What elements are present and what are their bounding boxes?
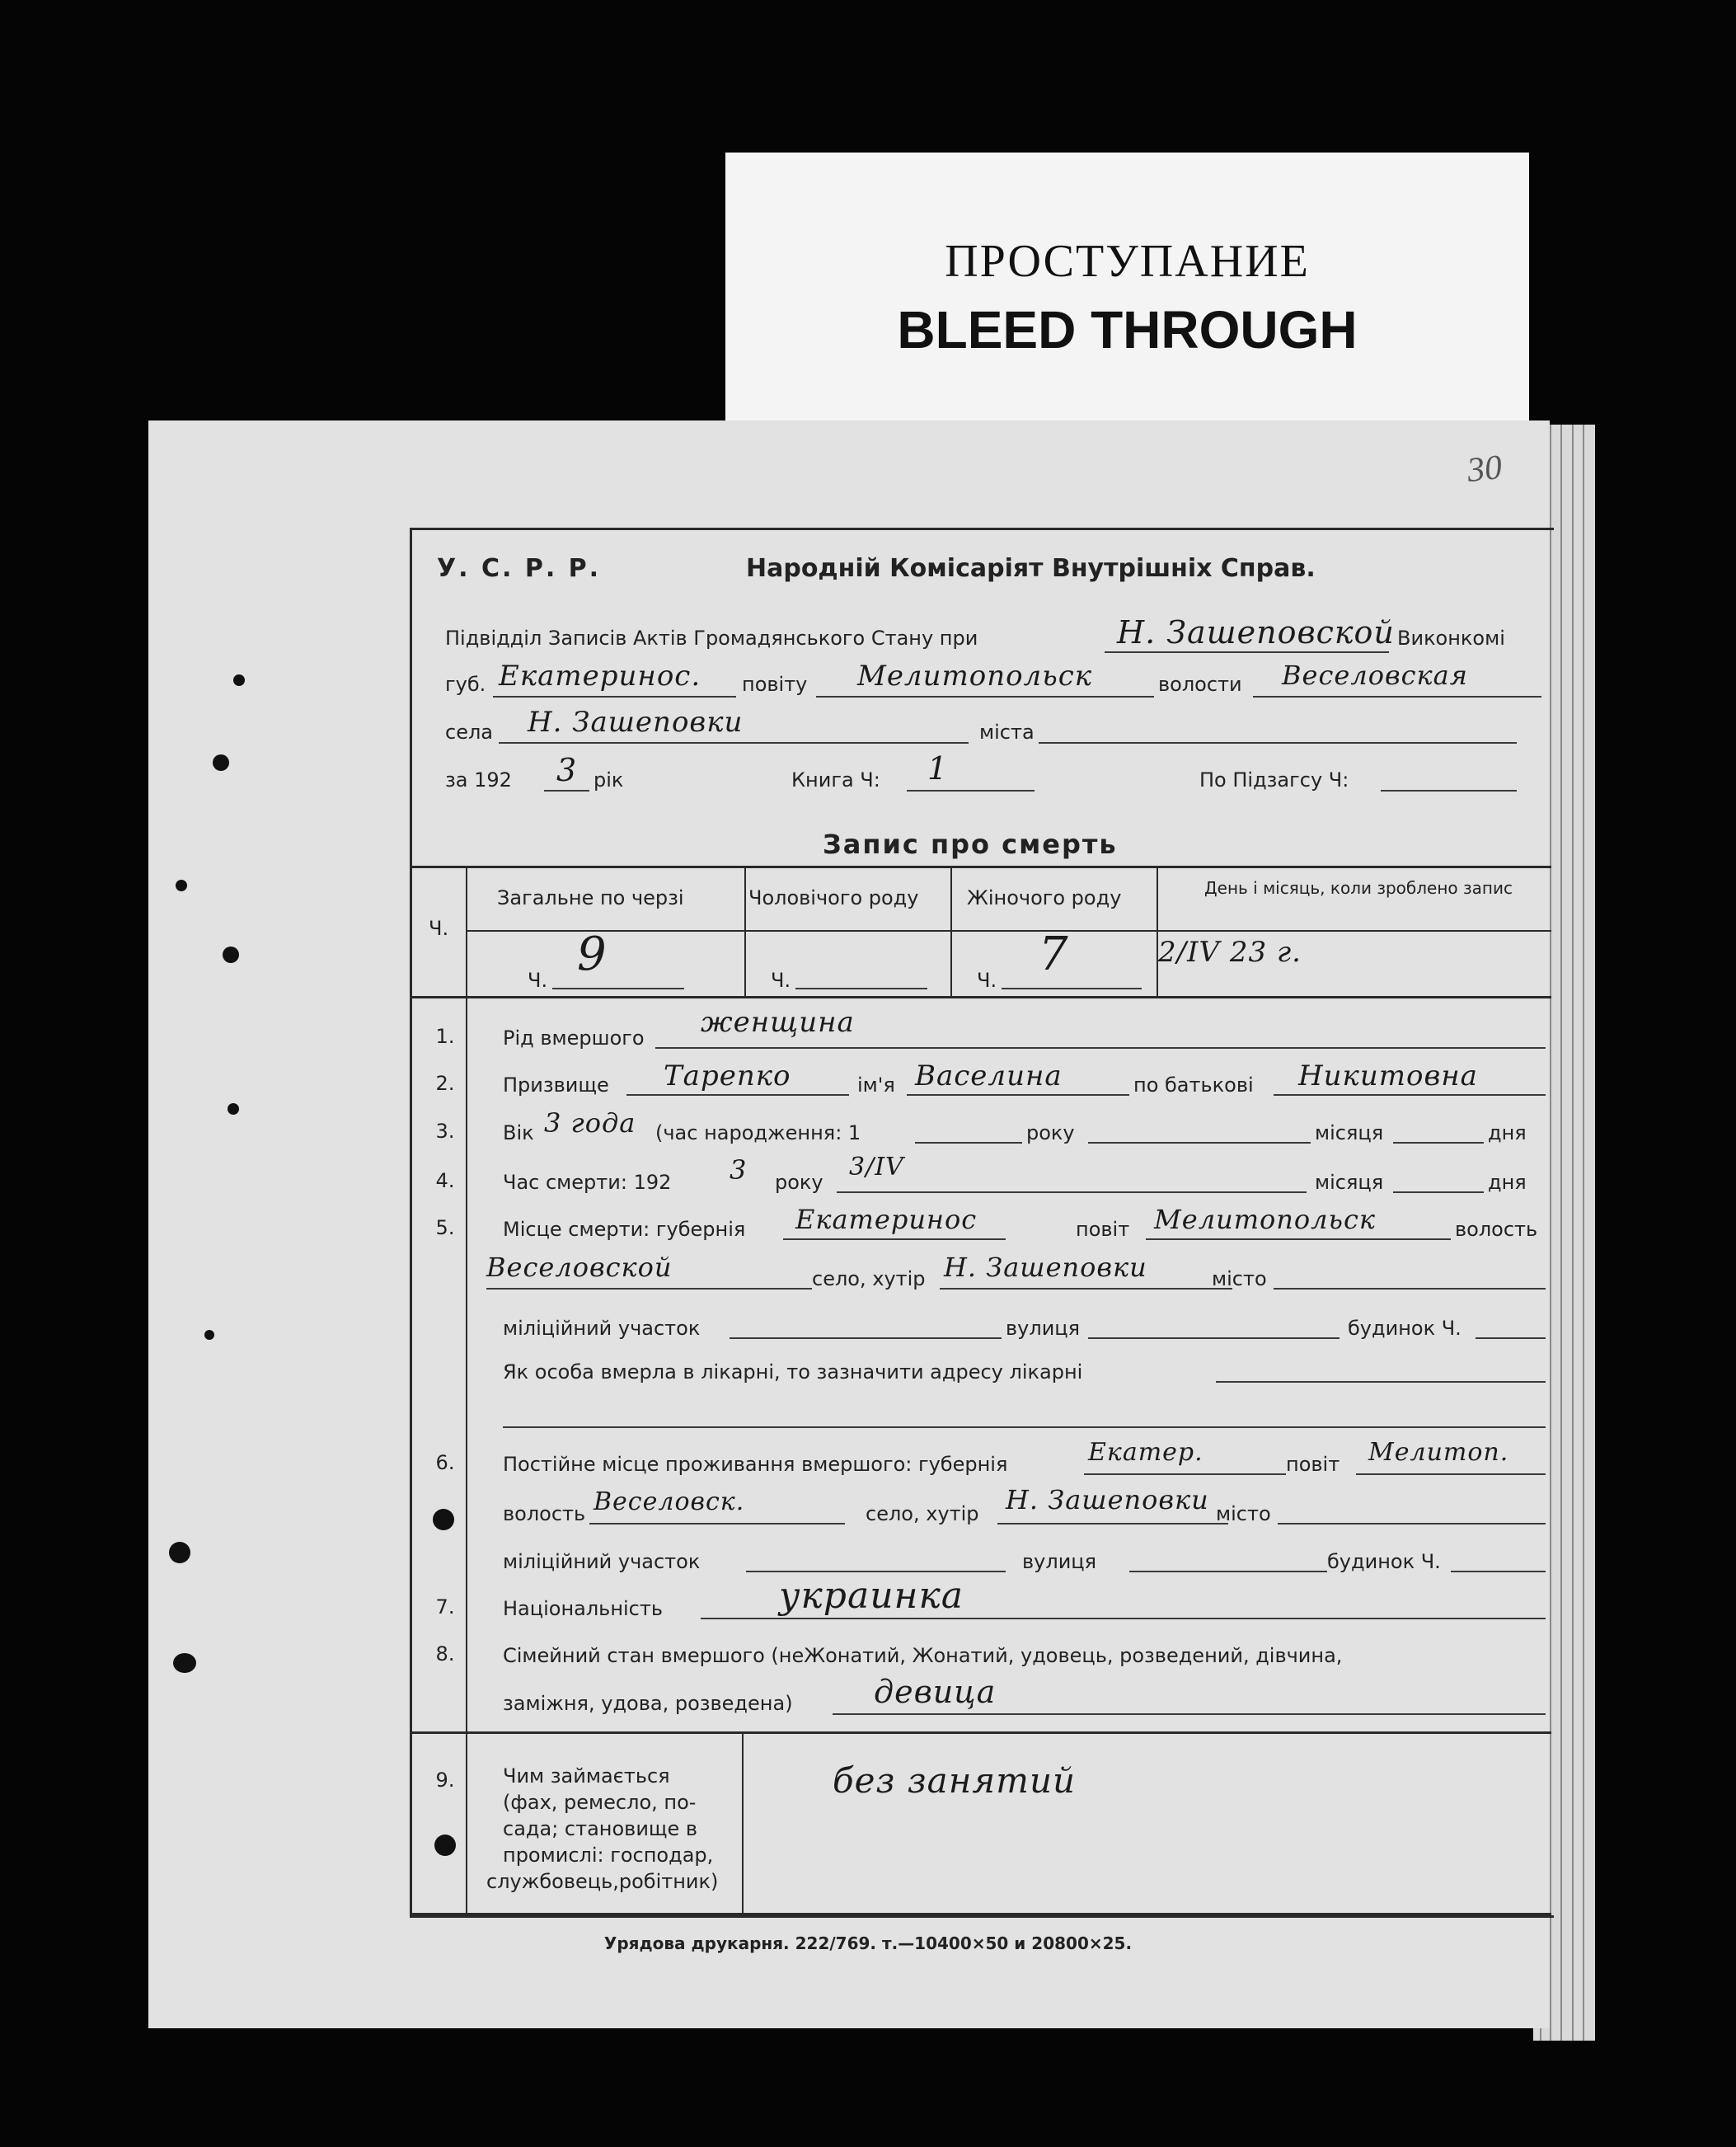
row-5-volost-hand: Веселовской	[486, 1252, 673, 1283]
gub-label: губ.	[445, 673, 486, 696]
row-7-num: 7.	[435, 1595, 455, 1618]
row-7-line	[701, 1618, 1546, 1619]
row-9-hand: без занятий	[833, 1760, 1077, 1801]
row-5-misto: місто	[1212, 1267, 1267, 1290]
table-bottom-border	[410, 996, 1551, 998]
row-6-militia-line	[746, 1571, 1006, 1572]
row-9-num: 9.	[435, 1769, 455, 1792]
form-bottom-border	[410, 1913, 1551, 1915]
povit-label: повіту	[742, 673, 808, 696]
row-5-volost-line	[486, 1288, 812, 1290]
row-9-divider	[742, 1731, 744, 1913]
row-6-volost-hand: Веселовск.	[594, 1487, 745, 1516]
row-4-roku: року	[775, 1171, 823, 1194]
row-2-patr: Никитовна	[1298, 1059, 1478, 1092]
row-5-volost: волость	[1455, 1218, 1538, 1241]
table-general-ch: Ч.	[528, 969, 548, 992]
row-6-volost: волость	[503, 1502, 586, 1525]
row-2-patr-line	[1274, 1094, 1546, 1096]
row-6-street-line	[1129, 1571, 1327, 1572]
table-col-divider	[950, 866, 952, 996]
row-6-house-line	[1451, 1571, 1546, 1572]
table-col-female: Жіночого роду	[967, 886, 1122, 909]
table-female-ch: Ч.	[977, 969, 997, 992]
selo-hand: Н. Зашеповки	[528, 706, 744, 739]
row-2-surname: Тарепко	[664, 1059, 791, 1092]
row-9-l5: службовець,робітник)	[486, 1870, 719, 1893]
table-male-ch: Ч.	[771, 969, 791, 992]
book-label: Книга Ч:	[791, 768, 880, 792]
row-4-date-line	[837, 1191, 1307, 1193]
row-9-l4: промислі: господар,	[503, 1844, 714, 1867]
subregistry-line	[1381, 790, 1517, 792]
row-6-misto: місто	[1216, 1502, 1271, 1525]
page-number: 30	[1465, 448, 1504, 491]
row-6-volost-line	[589, 1523, 845, 1525]
punch-hole	[228, 1103, 239, 1115]
registry-suffix: Виконкомі	[1397, 627, 1505, 650]
table-female-line	[1002, 988, 1142, 989]
row-9-l1: Чим займається	[503, 1764, 670, 1788]
row-6-povit: повіт	[1286, 1453, 1340, 1476]
year-label: за 192	[445, 768, 512, 792]
row-5-label: Місце смерти: губернія	[503, 1218, 746, 1241]
row-3-day-line	[1393, 1142, 1484, 1144]
row-2-num: 2.	[435, 1072, 455, 1095]
row-5-gub-line	[783, 1238, 1006, 1240]
row-3-birth: (час народження: 1	[655, 1121, 861, 1144]
row-6-num: 6.	[435, 1451, 455, 1474]
row-5-house-line	[1476, 1337, 1546, 1339]
table-mid-border	[466, 930, 1551, 932]
row-5-hospital: Як особа вмерла в лікарні, то зазначити адресу лікарні	[503, 1360, 1083, 1384]
row-4-date: 3/IV	[849, 1153, 904, 1182]
row-3-num: 3.	[435, 1120, 455, 1143]
table-col-divider	[466, 866, 467, 996]
row-6-gub-line	[1084, 1473, 1286, 1475]
row-6-povit-hand: Мелитоп.	[1368, 1438, 1509, 1467]
row-8-line2: заміжня, удова, розведена)	[503, 1692, 793, 1715]
year-line	[544, 790, 589, 792]
row-1-num: 1.	[435, 1025, 455, 1048]
label-russian: ПРОСТУПАНИЕ	[945, 236, 1310, 287]
row-3-year-line	[915, 1142, 1022, 1144]
punch-hole	[173, 1653, 196, 1673]
table-col-male: Чоловічого роду	[748, 886, 919, 909]
mista-line	[1039, 742, 1517, 744]
punch-hole	[223, 947, 239, 963]
row-4-month: місяця	[1315, 1171, 1384, 1194]
row-1-label: Рід вмершого	[503, 1027, 645, 1050]
registry-prefix: Підвідділ Записів Актів Громадянського Стану при	[445, 627, 978, 650]
table-col-divider	[1157, 866, 1158, 996]
selo-line	[499, 742, 969, 744]
row-2-surname-line	[626, 1094, 849, 1096]
row-5-misto-line	[1274, 1288, 1546, 1290]
table-male-line	[795, 988, 927, 989]
table-col-general: Загальне по черзі	[497, 886, 684, 909]
book-line	[907, 790, 1035, 792]
row-6-street: вулиця	[1022, 1550, 1097, 1573]
volost-label: волости	[1158, 673, 1242, 696]
row-9-top-border	[410, 1731, 1551, 1734]
row-4-day: дня	[1488, 1171, 1527, 1194]
year-hand: 3	[556, 752, 578, 788]
selo-label: села	[445, 721, 494, 744]
row-7-label: Національність	[503, 1597, 664, 1620]
row-5-hospital-line	[1216, 1381, 1546, 1383]
subregistry-label: По Підзагсу Ч:	[1199, 768, 1349, 792]
row-5-militia: міліційний участок	[503, 1317, 701, 1340]
povit-line	[816, 696, 1154, 698]
row-4-day-line	[1393, 1191, 1484, 1193]
form-title: Запис про смерть	[823, 829, 1118, 860]
commissariat-title: Народній Комісаріят Внутрішніх Справ.	[746, 554, 1316, 583]
table-col-divider	[744, 866, 746, 996]
gub-hand: Екатеринос.	[499, 660, 701, 693]
row-5-povit-hand: Мелитопольск	[1154, 1204, 1376, 1235]
row-3-month: місяця	[1315, 1121, 1384, 1144]
row-2-name-label: ім'я	[857, 1074, 895, 1097]
punch-hole	[233, 674, 245, 686]
row-5-street: вулиця	[1006, 1317, 1081, 1340]
registry-village-line	[1105, 651, 1389, 653]
table-col-ch: Ч.	[429, 917, 449, 940]
volost-line	[1253, 696, 1541, 698]
row-8-hand: девица	[874, 1674, 997, 1710]
table-date-hand: 2/IV 23 г.	[1158, 936, 1302, 969]
republic-title: У. С. Р. Р.	[437, 554, 602, 583]
row-6-gub: Екатер.	[1088, 1438, 1203, 1467]
row-1-hand: женщина	[701, 1006, 855, 1039]
row-5-selo: село, хутір	[812, 1267, 926, 1290]
row-6-selo-line	[997, 1523, 1228, 1525]
mista-label: міста	[979, 721, 1035, 744]
row-5-gub: Екатеринос	[795, 1204, 978, 1235]
row-3-roku: року	[1026, 1121, 1075, 1144]
row-9-l3: сада; становище в	[503, 1817, 698, 1840]
row-4-year: 3	[730, 1154, 748, 1186]
row-6-militia: міліційний участок	[503, 1550, 701, 1573]
row-2-name: Васелина	[915, 1059, 1063, 1092]
row-9-l2: (фах, ремесло, по-	[503, 1791, 697, 1814]
row-1-line	[655, 1047, 1546, 1049]
volost-hand: Веселовская	[1282, 660, 1468, 691]
table-general-line	[552, 988, 684, 989]
table-top-border	[410, 866, 1551, 868]
row-8-line	[833, 1713, 1546, 1715]
book-hand: 1	[927, 750, 949, 787]
printer-footer: Урядова друкарня. 222/769. т.—10400×50 и 20800×25.	[603, 1933, 1133, 1953]
punch-hole	[204, 1330, 214, 1340]
row-3-day: дня	[1488, 1121, 1527, 1144]
row-5-povit-line	[1146, 1238, 1451, 1240]
row-6-label: Постійне місце проживання вмершого: губернія	[503, 1453, 1008, 1476]
row-5-selo-line	[940, 1288, 1232, 1290]
row-2-name-line	[907, 1094, 1129, 1096]
bleed-through-label-card	[725, 153, 1529, 437]
row-3-month-line	[1088, 1142, 1311, 1144]
row-6-misto-line	[1278, 1523, 1546, 1525]
rows-num-divider	[466, 996, 467, 1913]
row-3-label: Вік	[503, 1121, 534, 1144]
punch-hole	[169, 1542, 190, 1563]
row-6-povit-line	[1356, 1473, 1546, 1475]
table-col-date: День і місяць, коли зроблено запис	[1204, 878, 1513, 898]
row-6-house: будинок Ч.	[1327, 1550, 1441, 1573]
row-2-label: Призвище	[503, 1074, 609, 1097]
row-4-label: Час смерти: 192	[503, 1171, 672, 1194]
row-5-num: 5.	[435, 1216, 455, 1239]
table-general-hand: 9	[577, 928, 608, 981]
row-5-house: будинок Ч.	[1348, 1317, 1462, 1340]
row-5-hospital-line-2	[503, 1426, 1546, 1428]
rik-label: рік	[594, 768, 624, 792]
row-3-age: 3 года	[544, 1107, 636, 1139]
row-2-patr-label: по батькові	[1133, 1074, 1254, 1097]
label-english: BLEED THROUGH	[897, 300, 1358, 359]
row-8-line1: Сімейний стан вмершого (неЖонатий, Жонатий, удовець, розведений, дівчина,	[503, 1644, 1343, 1667]
row-5-povit: повіт	[1076, 1218, 1130, 1241]
row-4-num: 4.	[435, 1169, 455, 1192]
row-5-militia-line	[730, 1337, 1002, 1339]
row-5-selo-hand: Н. Зашеповки	[944, 1252, 1147, 1283]
row-7-hand: украинка	[779, 1575, 964, 1617]
row-8-num: 8.	[435, 1642, 455, 1665]
row-6-selo: село, хутір	[866, 1502, 979, 1525]
povit-hand: Мелитопольск	[857, 660, 1093, 693]
punch-hole	[213, 754, 229, 771]
punch-hole	[176, 880, 187, 891]
gub-line	[493, 696, 736, 698]
registry-village-hand: Н. Зашеповской	[1117, 614, 1395, 651]
row-6-selo-hand: Н. Зашеповки	[1006, 1484, 1209, 1515]
row-5-street-line	[1088, 1337, 1340, 1339]
table-female-hand: 7	[1039, 928, 1069, 981]
